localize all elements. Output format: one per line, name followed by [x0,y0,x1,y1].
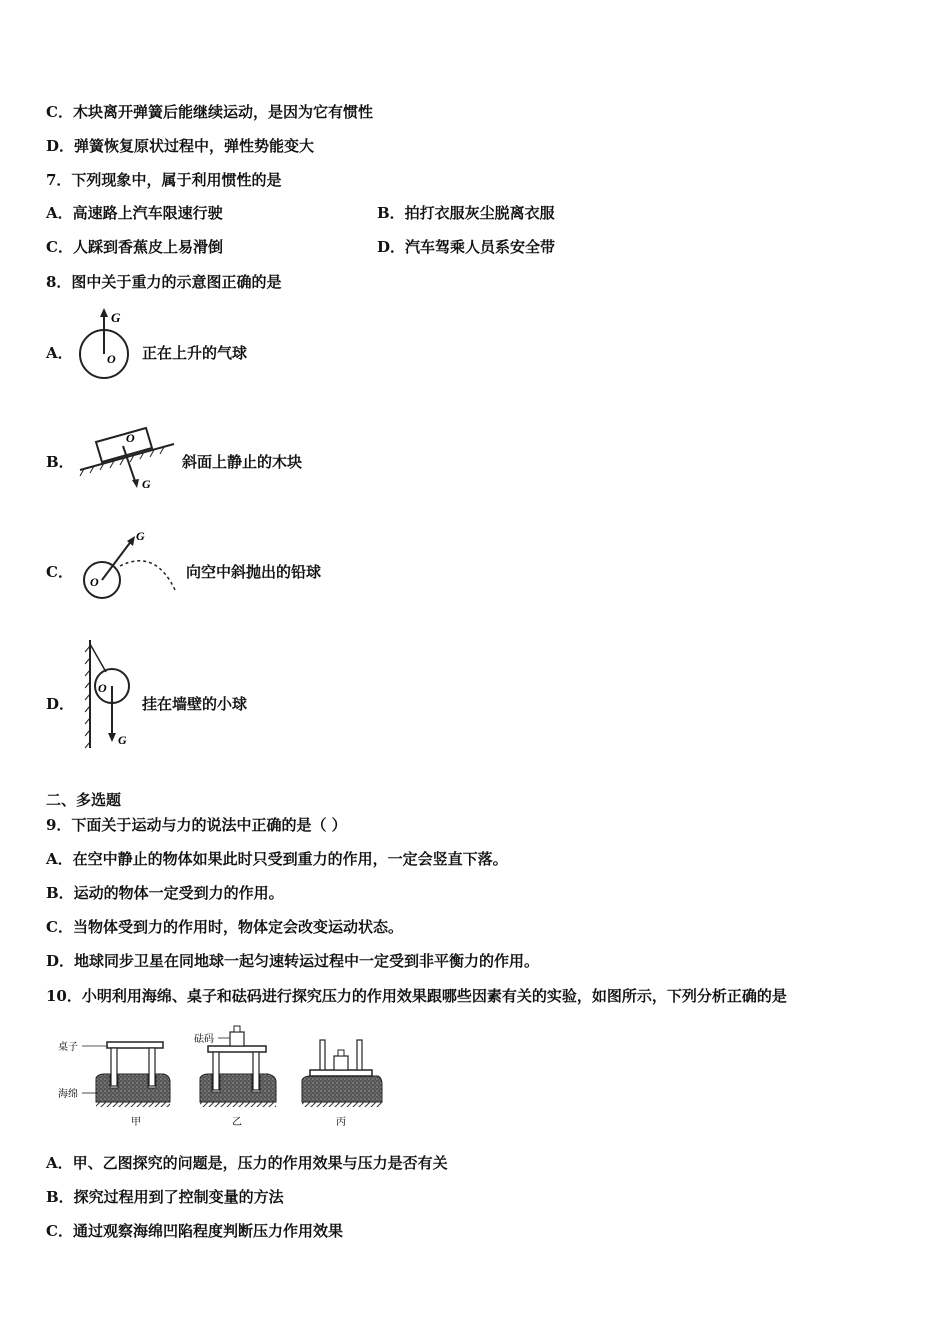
svg-text:G: G [142,477,151,491]
q9-stem: 9．下面关于运动与力的说法中正确的是（ ） [46,816,347,834]
section-title-multiple-choice: 二、多选题 [46,791,122,809]
balloon-gravity-figure [76,306,136,386]
q9-option-d: D．地球同步卫星在同地球一起匀速转运过程中一定受到非平衡力的作用。 [46,952,540,970]
svg-text:O: O [98,681,107,695]
q7-option-d: D．汽车驾乘人员系安全带 [377,238,556,256]
q8-option-c-letter: C． [46,563,73,581]
q8-stem: 8．图中关于重力的示意图正确的是 [46,273,282,291]
q6-option-c: C．木块离开弹簧后能继续运动，是因为它有惯性 [46,103,373,121]
svg-text:G: G [136,529,145,543]
q10-option-a: A．甲、乙图探究的问题是，压力的作用效果与压力是否有关 [46,1154,448,1172]
q10-option-b: B．探究过程用到了控制变量的方法 [46,1188,284,1206]
q8-option-a-caption: 正在上升的气球 [142,344,248,362]
q8-option-b-caption: 斜面上静止的木块 [182,453,303,471]
label-bing: 丙 [336,1117,346,1128]
svg-text:G: G [118,733,127,747]
q6-option-d: D．弹簧恢复原状过程中，弹性势能变大 [46,137,315,155]
label-jia: 甲 [131,1117,141,1128]
q10-option-c: C．通过观察海绵凹陷程度判断压力作用效果 [46,1222,343,1240]
q10-stem: 10．小明利用海绵、桌子和砝码进行探究压力的作用效果跟哪些因素有关的实验，如图所示，下列分析正确的是 [46,987,787,1005]
q7-option-b: B．拍打衣服灰尘脱离衣服 [377,204,555,222]
q7-option-a: A．高速路上汽车限速行驶 [46,204,223,222]
label-weight: 砝码 [194,1034,214,1045]
q8-option-b-letter: B． [46,453,74,471]
q9-option-a: A．在空中静止的物体如果此时只受到重力的作用，一定会竖直下落。 [46,850,508,868]
svg-text:O: O [90,575,99,589]
label-o: O [107,352,116,366]
label-yi: 乙 [232,1117,242,1128]
q7-option-c: C．人踩到香蕉皮上易滑倒 [46,238,223,256]
q9-option-c: C．当物体受到力的作用时，物体定会改变运动状态。 [46,918,403,936]
q8-option-a-letter: A． [46,344,73,362]
hanging-ball-gravity-figure [84,636,144,752]
label-table: 桌子 [58,1042,78,1053]
svg-text:O: O [126,431,135,445]
shot-put-gravity-figure [78,526,182,604]
label-g: G [111,310,121,325]
q9-option-b: B．运动的物体一定受到力的作用。 [46,884,284,902]
q8-option-d-caption: 挂在墙壁的小球 [142,695,248,713]
incline-block-gravity-figure [76,418,176,494]
sponge-table-experiment-figure [52,1018,392,1132]
label-sponge: 海绵 [58,1089,78,1100]
q8-option-d-letter: D． [46,695,75,713]
q7-stem: 7．下列现象中，属于利用惯性的是 [46,171,282,189]
q8-option-c-caption: 向空中斜抛出的铅球 [186,563,322,581]
